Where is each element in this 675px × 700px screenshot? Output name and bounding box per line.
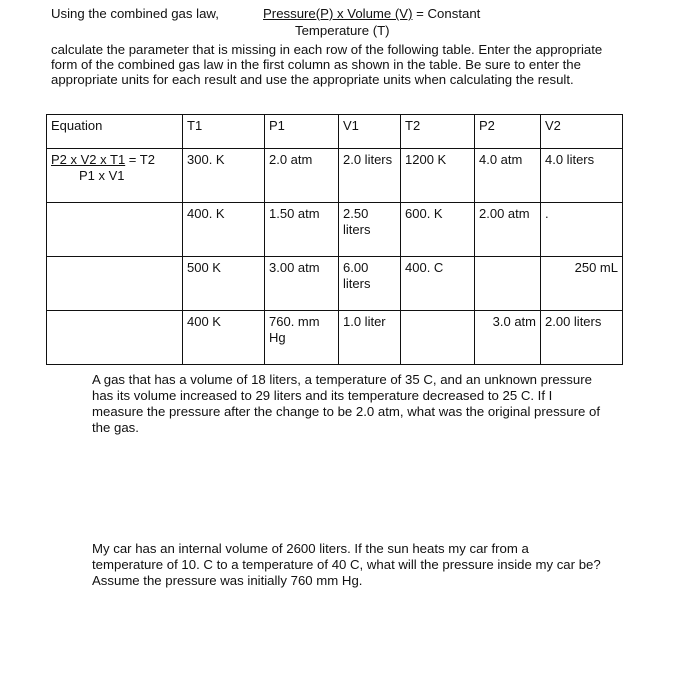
cell-p2[interactable]: 2.00 atm [475,203,541,257]
formula-numerator: Pressure(P) x Volume (V) [263,6,413,21]
equation-numerator: P2 x V2 x T1 [51,152,126,167]
cell-t1[interactable]: 400 K [183,311,265,365]
gas-law-table [46,114,623,365]
equation-cell[interactable] [47,257,183,311]
cell-v2[interactable]: 4.0 liters [541,149,623,203]
cell-v2[interactable]: 250 mL [541,257,623,311]
header-v2: V2 [541,115,623,149]
cell-p1[interactable]: 3.00 atm [265,257,339,311]
combined-gas-law-formula [263,6,481,38]
cell-p1[interactable]: 2.0 atm [265,149,339,203]
cell-p1[interactable]: 1.50 atm [265,203,339,257]
cell-v2[interactable]: 2.00 liters [541,311,623,365]
cell-v1[interactable]: 2.0 liters [339,149,401,203]
equation-cell[interactable] [47,203,183,257]
table-header-row [47,115,623,149]
cell-t1[interactable]: 300. K [183,149,265,203]
question-2: My car has an internal volume of 2600 liters. If the sun heats my car from a temperature of 10. C to a temperature of 40 C, what will the pressure inside my car be? Assume the pressure was initially 760 mm Hg. [92,541,601,588]
cell-t2[interactable]: 400. C [401,257,475,311]
header-p1: P1 [265,115,339,149]
header-v1: V1 [339,115,401,149]
cell-v1[interactable]: 2.50 liters [339,203,401,257]
cell-t2[interactable]: 600. K [401,203,475,257]
cell-p2[interactable] [475,257,541,311]
table-row [47,257,623,311]
equation-result: = T2 [125,152,155,167]
cell-p2[interactable]: 4.0 atm [475,149,541,203]
cell-v2[interactable]: . [541,203,623,257]
header-p2: P2 [475,115,541,149]
cell-v1[interactable]: 1.0 liter [339,311,401,365]
table-row [47,149,623,203]
cell-t2[interactable] [401,311,475,365]
cell-t1[interactable]: 500 K [183,257,265,311]
header-t2: T2 [401,115,475,149]
cell-v1[interactable]: 6.00 liters [339,257,401,311]
header-equation: Equation [47,115,183,149]
table-row [47,203,623,257]
intro-text: Using the combined gas law, [51,6,219,21]
equation-cell[interactable] [47,149,183,203]
cell-p2[interactable]: 3.0 atm [475,311,541,365]
header-t1: T1 [183,115,265,149]
cell-t1[interactable]: 400. K [183,203,265,257]
instructions: calculate the parameter that is missing in each row of the following table. Enter the appropriate form of the combined gas law in the first column as shown in the table. Be sure to enter the appropriate units for each result and use the appropriate units when calculating the result. [51,42,603,87]
question-1: A gas that has a volume of 18 liters, a temperature of 35 C, and an unknown pressure has its volume increased to 29 liters and its temperature decreased to 25 C. If I measure the pressure after the change to be 2.0 atm, what was the original pressure of the gas. [92,372,601,435]
equation-cell[interactable] [47,311,183,365]
equation-denominator: P1 x V1 [79,168,125,183]
formula-denominator: Temperature (T) [295,23,390,38]
cell-t2[interactable]: 1200 K [401,149,475,203]
formula-equals: = Constant [412,6,481,21]
table-row [47,311,623,365]
cell-p1[interactable]: 760. mm Hg [265,311,339,365]
